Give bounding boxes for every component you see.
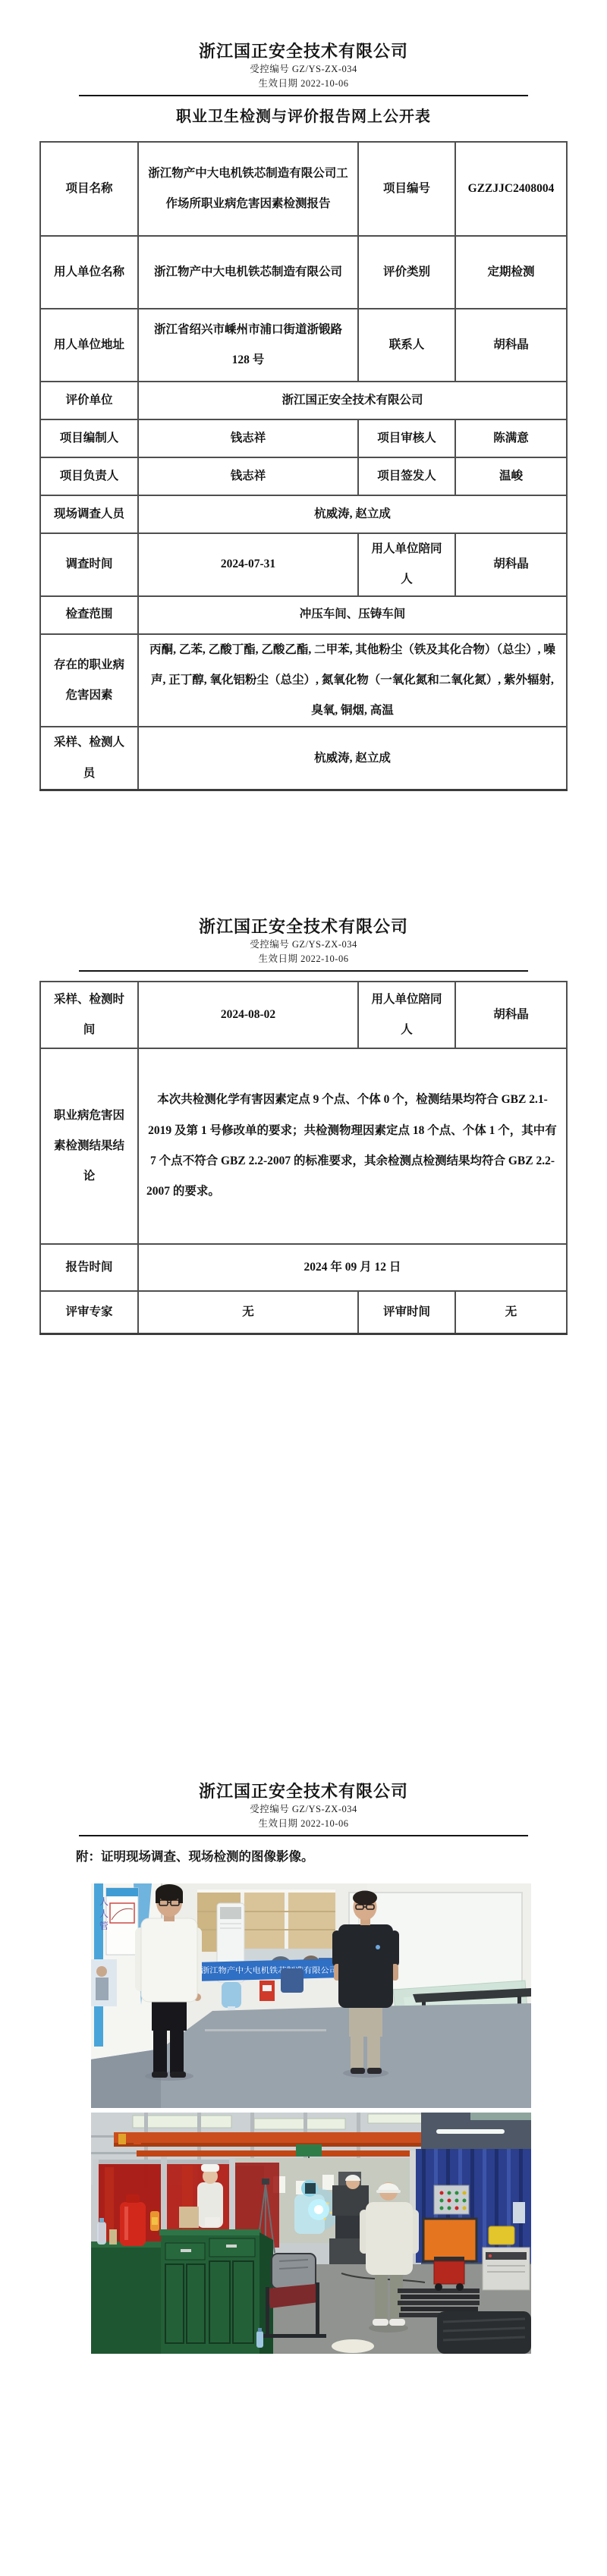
compiler-label: 项目编制人 (40, 419, 138, 457)
samplers-value: 杭威涛, 赵立成 (138, 727, 567, 790)
table-row (40, 1048, 567, 1244)
table-row (40, 533, 567, 596)
header-divider (79, 1835, 528, 1836)
auditor-label: 项目审核人 (358, 419, 455, 457)
canisters (513, 2202, 525, 2223)
eval-type-value: 定期检测 (455, 236, 567, 309)
poster-char: 管 (99, 1920, 109, 1931)
table-row (40, 1291, 567, 1334)
floor-threshold (205, 2029, 326, 2031)
project-no-label: 项目编号 (358, 142, 455, 236)
control-number: 受控编号 GZ/YS-ZX-034 (250, 64, 357, 74)
sampling-time-label: 采样、检测时间 (40, 982, 138, 1048)
polo-logo (376, 1945, 380, 1949)
table-row (40, 1244, 567, 1291)
letterhead-3 (0, 1781, 607, 1836)
poster-char: 人 (99, 1896, 109, 1907)
eval-org-label: 评价单位 (40, 382, 138, 419)
scope-value: 冲压车间、压铸车间 (138, 596, 567, 634)
attachment-note: 附：证明现场调查、现场检测的图像影像。 (76, 1849, 314, 1864)
eval-org-value: 浙江国正安全技术有限公司 (138, 382, 567, 419)
hazards-value: 丙酮, 乙苯, 乙酸丁酯, 乙酸乙酯, 二甲苯, 其他粉尘（铁及其化合物）（总尘）, 噪声, 正丁醇, 氧化铝粉尘（总尘）, 氮氧化物（一氧化氮和二氧化氮）, 紫外辐射, 臭氧, 铜烟, 高温 (138, 634, 567, 727)
fluorescent-light (436, 2129, 505, 2134)
document-title: 职业卫生检测与评价报告网上公开表 (176, 108, 431, 125)
sampling-time-value: 2024-08-02 (138, 982, 358, 1048)
survey-time-label: 调查时间 (40, 533, 138, 596)
table-row (40, 634, 567, 727)
table-row (40, 982, 567, 1048)
red-box-label (263, 1985, 272, 1991)
project-info-table (39, 141, 568, 791)
dark-bench (437, 2311, 531, 2354)
conclusion-label: 职业病危害因素检测结果结论 (40, 1048, 138, 1244)
orange-panel (423, 2219, 476, 2261)
result-table (39, 981, 568, 1335)
header-divider (79, 95, 528, 96)
contact-label: 联系人 (358, 309, 455, 382)
banner-text: 浙江物产中大电机铁芯制造有限公司 (201, 1966, 322, 1975)
issuer-value: 温峻 (455, 457, 567, 495)
samplers-label: 采样、检测人员 (40, 727, 138, 790)
photo-site-inspection-workshop (91, 2113, 531, 2354)
control-number: 受控编号 GZ/YS-ZX-034 (250, 939, 357, 950)
project-no-value: GZZJJC2408004 (455, 142, 567, 236)
leader-label: 项目负责人 (40, 457, 138, 495)
table-row (40, 309, 567, 382)
contact-value: 胡科晶 (455, 309, 567, 382)
effective-date: 生效日期 2022-10-06 (258, 1817, 349, 1829)
table-row (40, 495, 567, 533)
table-row (40, 382, 567, 419)
scope-label: 检查范围 (40, 596, 138, 634)
blue-chair (281, 1968, 304, 1993)
survey-time-value: 2024-07-31 (138, 533, 358, 596)
employer-name-value: 浙江物产中大电机铁芯制造有限公司 (138, 236, 358, 309)
company-name: 浙江国正安全技术有限公司 (198, 42, 408, 61)
table-row (40, 236, 567, 309)
employer-name-label: 用人单位名称 (40, 236, 138, 309)
effective-date: 生效日期 2022-10-06 (258, 953, 349, 965)
table-row (40, 596, 567, 634)
workshop-photo (91, 2113, 531, 2354)
project-name-value: 浙江物产中大电机铁芯制造有限公司工作场所职业病危害因素检测报告 (138, 142, 358, 236)
issuer-label: 项目签发人 (358, 457, 455, 495)
surveyors-value: 杭威涛, 赵立成 (138, 495, 567, 533)
effective-date: 生效日期 2022-10-06 (258, 78, 349, 89)
control-number: 受控编号 GZ/YS-ZX-034 (250, 1803, 357, 1814)
escort-label: 用人单位陪同人 (358, 982, 455, 1048)
header-divider (79, 970, 528, 972)
gray-machine (483, 2248, 530, 2290)
table-row (40, 727, 567, 790)
letterhead-2 (0, 916, 607, 972)
crane-hoist (296, 2144, 322, 2157)
eval-type-label: 评价类别 (358, 236, 455, 309)
report-time-label: 报告时间 (40, 1244, 138, 1291)
yellow-box (489, 2226, 514, 2245)
review-time-label: 评审时间 (358, 1291, 455, 1334)
green-cabinets (91, 2229, 273, 2354)
employer-address-label: 用人单位地址 (40, 309, 138, 382)
compiler-value: 钱志祥 (138, 419, 358, 457)
company-banner (196, 1959, 343, 1981)
project-name-label: 项目名称 (40, 142, 138, 236)
leader-value: 钱志祥 (138, 457, 358, 495)
surveyors-label: 现场调查人员 (40, 495, 138, 533)
escort-label: 用人单位陪同人 (358, 533, 455, 596)
escort-value: 胡科晶 (455, 982, 567, 1048)
escort-value: 胡科晶 (455, 533, 567, 596)
page-3-section (0, 1781, 607, 2354)
report-time-value: 2024 年 09 月 12 日 (138, 1244, 567, 1291)
table-row (40, 142, 567, 236)
conclusion-value: 本次共检测化学有害因素定点 9 个点、个体 0 个，检测结果均符合 GBZ 2.1-2019 及第 1 号修改单的要求；共检测物理因素定点 18 个点、个体 1 个，其中有 7 个点不符合 GBZ 2.2-2007 的标准要求，其余检测点检测结果均符合 GBZ 2.2-2007 的要求。 (138, 1048, 567, 1244)
company-name: 浙江国正安全技术有限公司 (198, 1781, 408, 1801)
white-sack (332, 2339, 374, 2353)
review-time-value: 无 (455, 1291, 567, 1334)
page-2-section (0, 916, 607, 1335)
table-row (40, 457, 567, 495)
expert-label: 评审专家 (40, 1291, 138, 1334)
company-name: 浙江国正安全技术有限公司 (198, 917, 408, 937)
table-row (40, 419, 567, 457)
hazards-label: 存在的职业病危害因素 (40, 634, 138, 727)
control-panel (434, 2185, 469, 2214)
office-photo (91, 1883, 531, 2108)
auditor-value: 陈满意 (455, 419, 567, 457)
expert-value: 无 (138, 1291, 358, 1334)
employer-address-value: 浙江省绍兴市嵊州市浦口街道浙锻路 128 号 (138, 309, 358, 382)
photo-site-survey-office (91, 1883, 531, 2108)
poster-char: 人 (99, 1908, 109, 1919)
letterhead-1 (0, 41, 607, 96)
